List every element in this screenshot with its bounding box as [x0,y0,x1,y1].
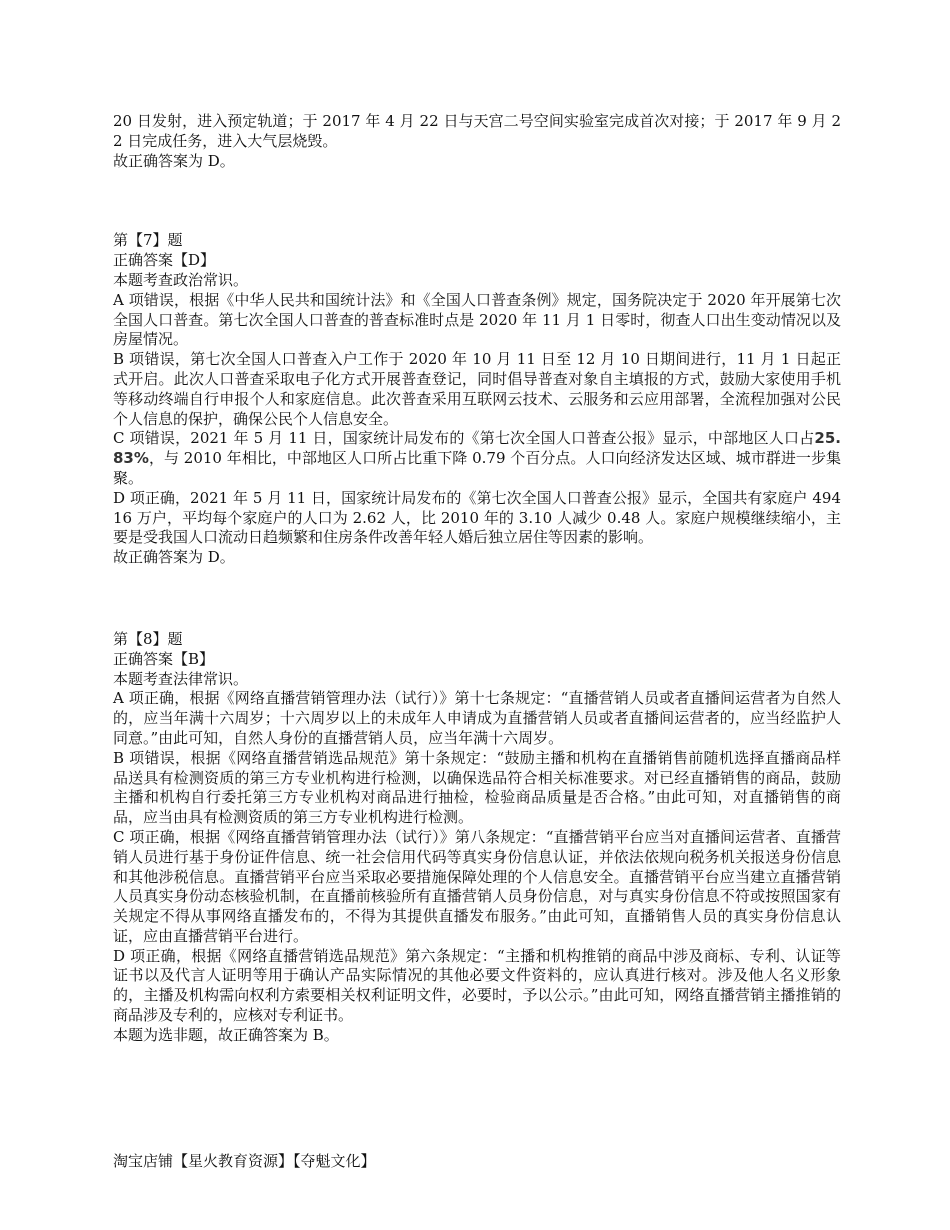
option-c-text-after: ，与 2010 年相比，中部地区人口所占比重下降 0.79 个百分点。人口向经济发达区域、城市群进一步集聚。 [113,449,841,487]
document-body [113,112,841,1046]
section-spacer [113,171,841,231]
question-8-option-a: A 项正确，根据《网络直播营销管理办法（试行）》第十七条规定：“直播营销人员或者直播间运营者为自然人的，应当年满十六周岁；十六周岁以上的未成年人申请成为直播营销人员或者直播间运营者的，应当经监护人同意。”由此可知，自然人身份的直播营销人员，应当年满十六周岁。 [113,689,841,747]
question-8 [113,630,841,1046]
question-8-option-b: B 项错误，根据《网络直播营销选品规范》第十条规定：“鼓励主播和机构在直播销售前随机选择直播商品样品送具有检测资质的第三方专业机构进行检测，以确保选品符合相关标准要求。对已经直播销售的商品，鼓励主播和机构自行委托第三方专业机构对商品进行抽检，检验商品质量是否合格。”由此可知，对直播销售的商品，应当由具有检测资质的第三方专业机构进行检测。 [113,748,841,827]
question-8-correct-answer: 正确答案【B】 [113,649,215,668]
question-7-topic: 本题考查政治常识。 [113,270,249,289]
question-7-option-d: D 项正确，2021 年 5 月 11 日，国家统计局发布的《第七次全国人口普查公报》显示，全国共有家庭户 49416 万户，平均每个家庭户的人口为 2.62 人，比 2010 年的 3.10 人减少 0.48 人。家庭户规模继续缩小，主要是受我国人口流动日趋频繁和住房条件改善年轻人婚后独立居住等因素的影响。 [113,488,841,547]
question-7-option-b: B 项错误，第七次全国人口普查入户工作于 2020 年 10 月 11 日至 12 月 10 日期间进行，11 月 1 日起正式开启。此次人口普查采取电子化方式开展普查登记，同时倡导普查对象自主填报的方式，鼓励大家使用手机等移动终端自行申报个人和家庭信息。此次普查采用互联网云技术、云服务和云应用部署，全流程加强对公民个人信息的保护，确保公民个人信息安全。 [113,350,841,428]
question-8-heading: 第【8】题 [113,629,183,648]
section-spacer [113,568,841,630]
option-c-text-before: C 项错误，2021 年 5 月 11 日，国家统计局发布的《第七次全国人口普查公报》显示，中部地区人口占 [113,429,815,448]
question-8-topic: 本题考查法律常识。 [113,669,249,688]
question-8-answer: 本题为选非题，故正确答案为 B。 [113,1025,339,1044]
question-7-option-c [113,429,841,488]
prev-question-answer: 故正确答案为 D。 [113,151,235,170]
question-7-correct-answer: 正确答案【D】 [113,251,216,270]
question-7-answer: 故正确答案为 D。 [113,548,235,567]
question-7 [113,231,841,568]
question-8-option-d: D 项正确，根据《网络直播营销选品规范》第六条规定：“主播和机构推销的商品中涉及商标、专利、认证等证书以及代言人证明等用于确认产品实际情况的其他必要文件资料的，应认真进行核对。涉及他人名义形象的，主播及机构需向权利方索要相关权利证明文件，必要时，予以公示。”由此可知，网络直播营销主播推销的商品涉及专利的，应核对专利证书。 [113,946,841,1025]
question-7-heading: 第【7】题 [113,231,183,250]
prev-question-continuation: 20 日发射，进入预定轨道；于 2017 年 4 月 22 日与天宫二号空间实验室完成首次对接；于 2017 年 9 月 22 日完成任务，进入大气层烧毁。 [113,112,841,150]
question-8-option-c: C 项正确，根据《网络直播营销管理办法（试行）》第八条规定：“直播营销平台应当对直播间运营者、直播营销人员进行基于身份证件信息、统一社会信用代码等真实身份信息认证，并依法依规向税务机关报送身份信息和其他涉税信息。直播营销平台应当采取必要措施保障处理的个人信息安全。直播营销平台应当建立直播营销人员真实身份动态核验机制，在直播前核验所有直播营销人员身份信息，对与真实身份信息不符或按照国家有关规定不得从事网络直播发布的，不得为其提供直播发布服务。”由此可知，直播销售人员的真实身份信息认证，应由直播营销平台进行。 [113,827,841,945]
percentage-value: 25.83% [113,429,841,468]
page-footer: 淘宝店铺【星火教育资源】【夺魁文化】 [113,1152,376,1170]
question-7-option-a: A 项错误，根据《中华人民共和国统计法》和《全国人口普查条例》规定，国务院决定于 2020 年开展第七次全国人口普查。第七次全国人口普查的普查标准时点是 2020 年 11 月 1 日零时，彻查人口出生变动情况以及房屋情况。 [113,290,841,349]
